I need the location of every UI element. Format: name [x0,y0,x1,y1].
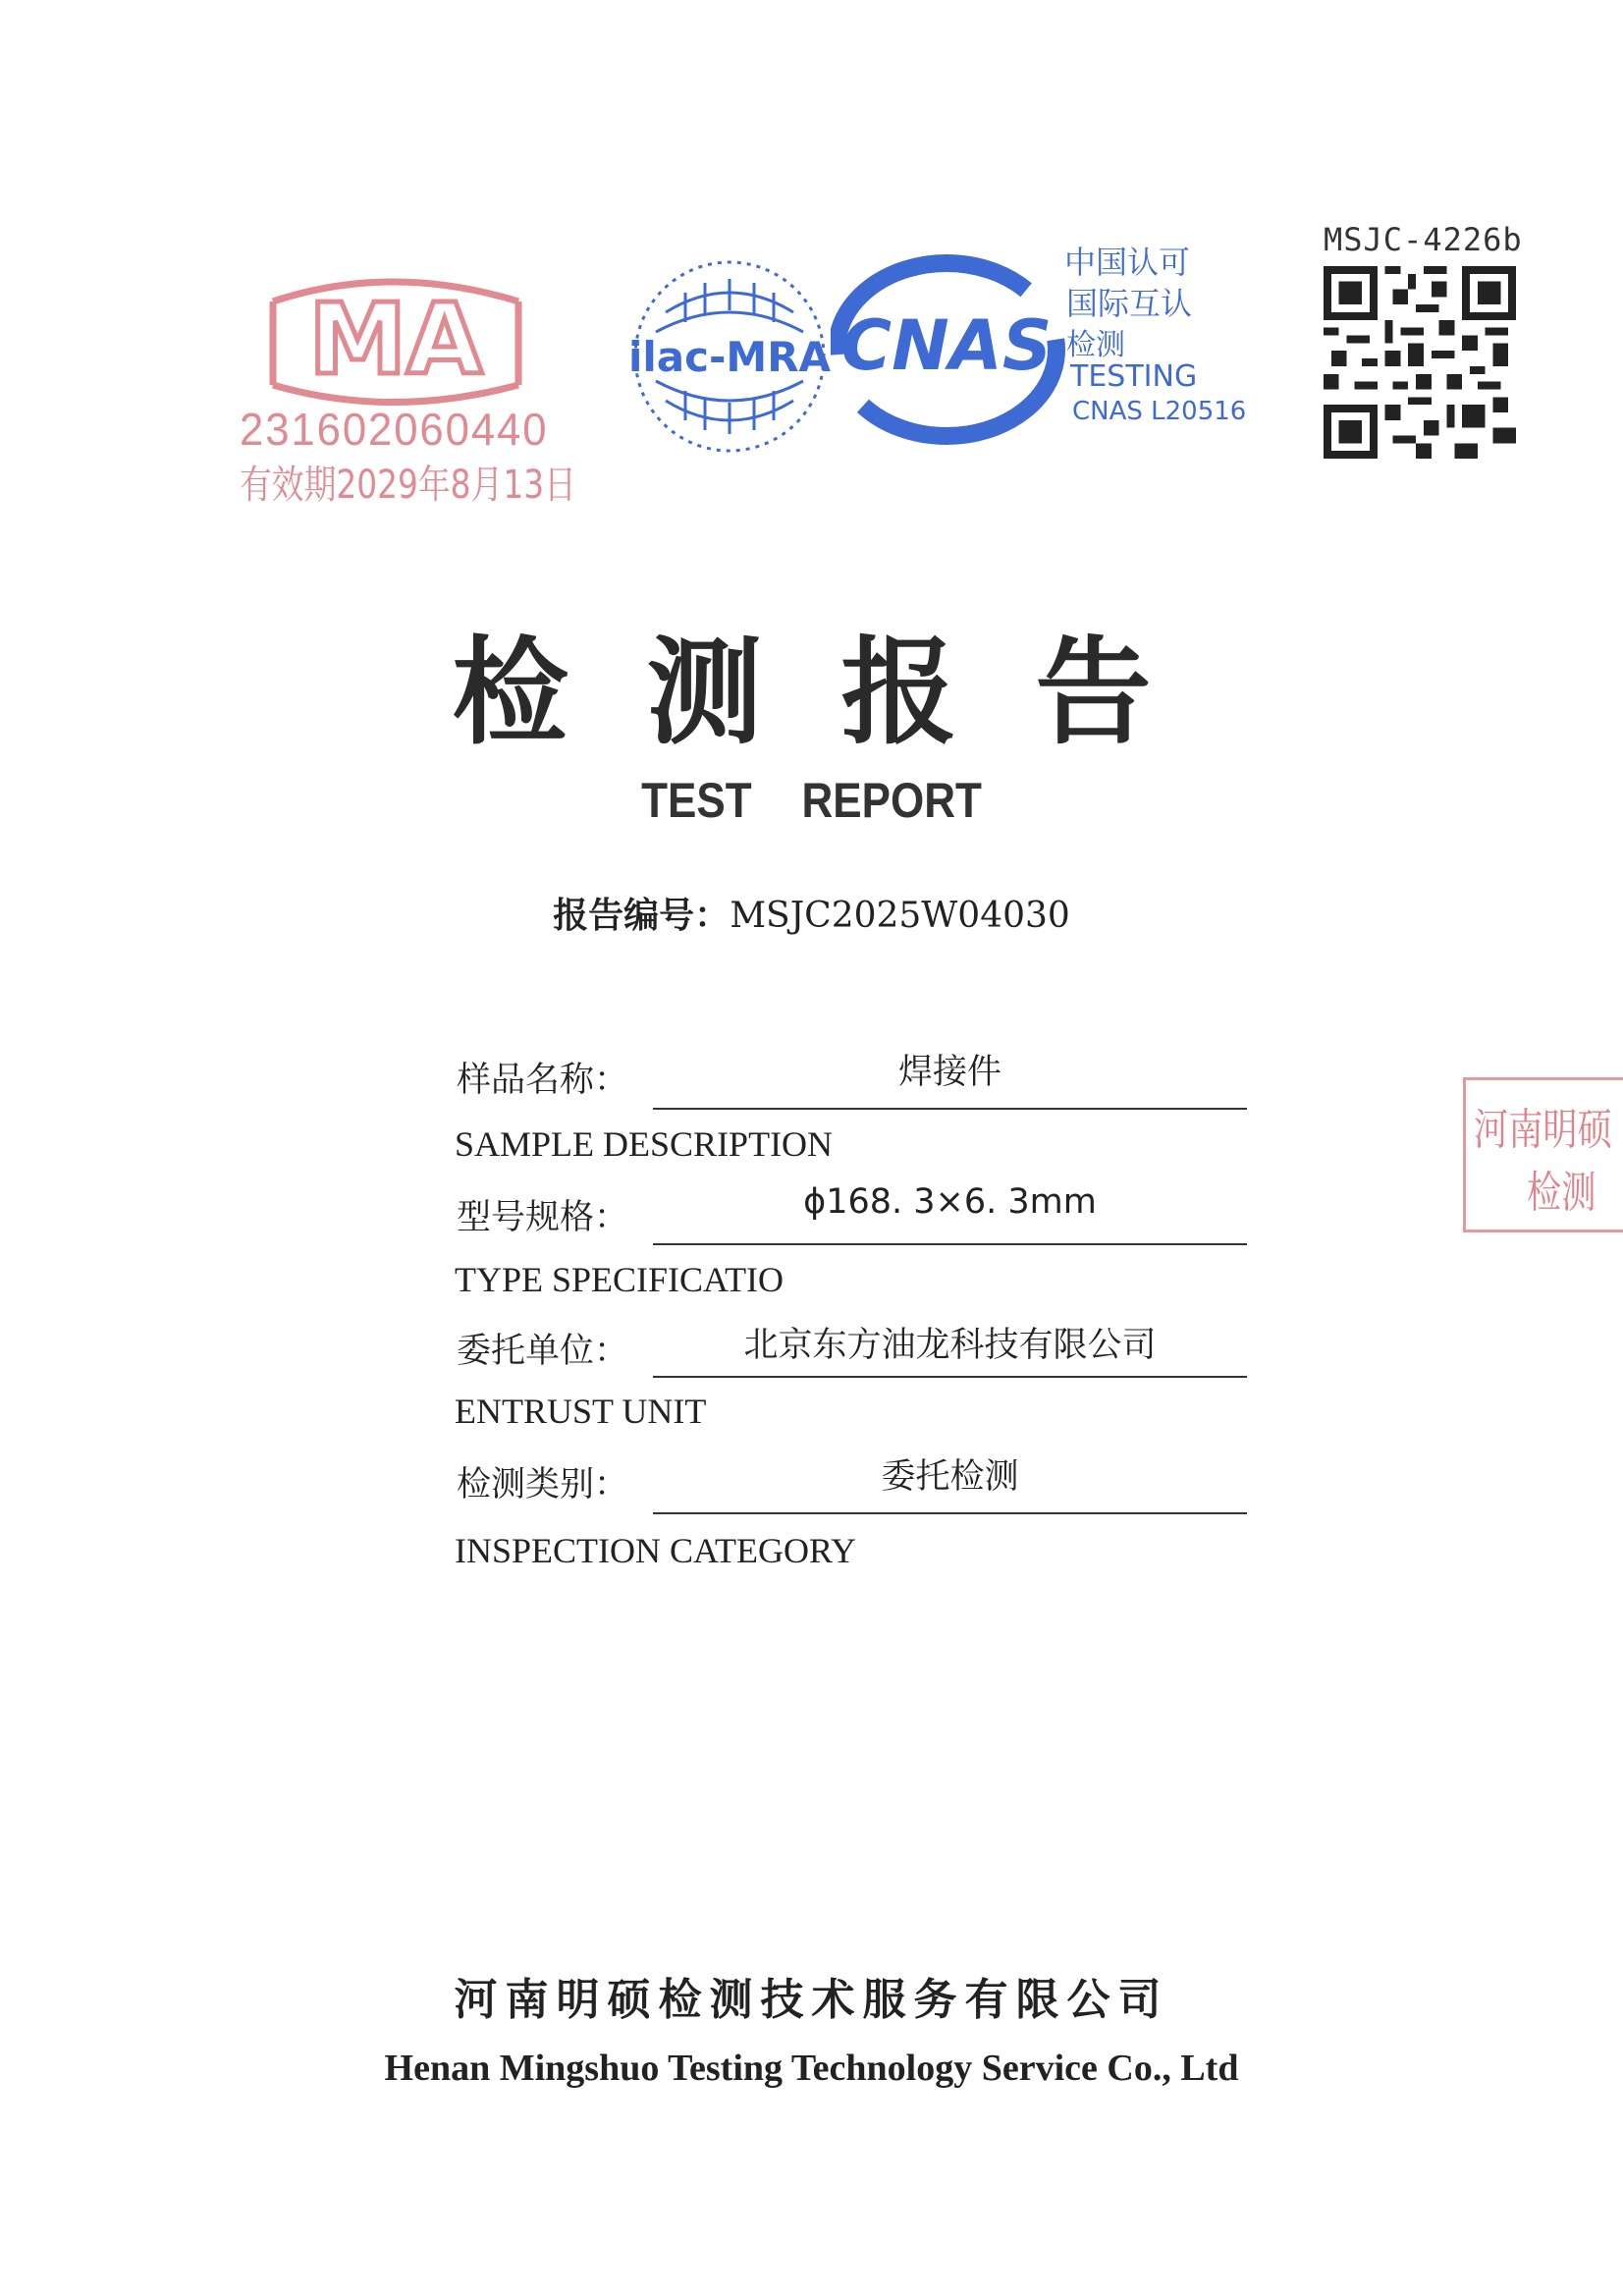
ilac-globe-icon [626,253,833,460]
sample-name-value: 焊接件 [897,1053,1001,1092]
cnas-seal [831,251,1066,448]
cnas-line-4: TESTING [1070,359,1198,394]
sample-name-label: 样品名称： [457,1061,629,1100]
model-spec-value: ϕ168. 3×6. 3mm [803,1182,1097,1222]
cma-seal [234,257,576,513]
qr-code-block [1324,221,1523,463]
entrust-unit-label: 委托单位： [457,1332,629,1371]
entrust-unit-value: 北京东方油龙科技有限公司 [743,1326,1157,1365]
cnas-line-5: CNAS L20516 [1072,397,1247,426]
cnas-line-1: 中国认可 [1064,244,1191,281]
cma-logo-icon [234,257,558,424]
report-number-label: 报告编号： [553,896,730,936]
qr-code-icon [1324,266,1516,459]
cma-number: 231602060440 [240,404,549,455]
inspection-category-label: 检测类别： [457,1465,629,1504]
inspection-category-label-en: INSPECTION CATEGORY [455,1531,857,1570]
report-number-value: MSJC2025W04030 [730,896,1070,936]
sample-name-underline [653,1108,1247,1110]
ilac-mra-seal [626,253,833,460]
ilac-text: ilac-MRA [627,333,832,381]
cnas-logo-text: CNAS [840,305,1053,386]
seal-line-2: 检测 [1527,1168,1596,1218]
entrust-unit-label-en: ENTRUST UNIT [455,1392,707,1431]
inspection-category-underline [653,1512,1247,1514]
sample-name-label-en: SAMPLE DESCRIPTION [455,1124,834,1164]
cma-validity: 有效期2029年8月13日 [240,463,576,508]
model-spec-label-en: TYPE SPECIFICATIO [455,1260,784,1299]
cma-logo-text: MA [308,282,483,397]
report-title-en: TEST REPORT [641,773,982,828]
cnas-line-2: 国际互认 [1066,285,1193,322]
model-spec-underline [653,1243,1247,1245]
cnas-line-3: 检测 [1066,328,1125,362]
cnas-logo-icon [831,251,1066,448]
model-spec-label: 型号规格： [457,1198,629,1237]
inspection-category-value: 委托检测 [881,1457,1019,1497]
qr-label: MSJC-4226b [1324,221,1523,258]
seal-line-1: 河南明硕 [1474,1105,1612,1155]
report-number [0,888,1623,938]
company-name-cn: 河南明硕检测技术服务有限公司 [454,1975,1169,2025]
report-title-cn: 检测报告 [452,625,1230,760]
company-seal-partial [1463,1077,1623,1232]
company-name-en: Henan Mingshuo Testing Technology Service Co., Ltd [384,2048,1239,2089]
entrust-unit-underline [653,1376,1247,1378]
